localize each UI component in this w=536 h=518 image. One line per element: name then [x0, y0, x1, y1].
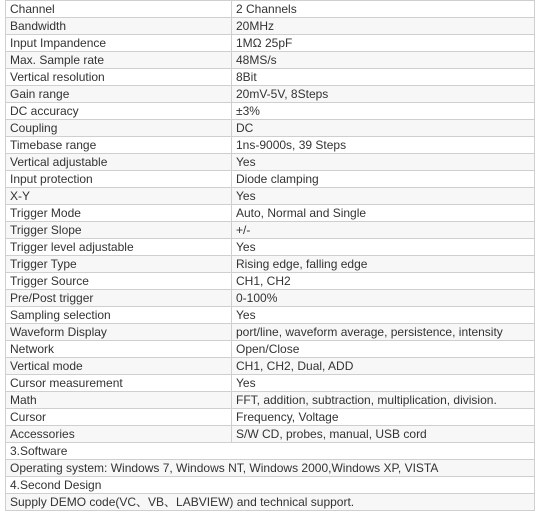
spec-name: Trigger Type — [6, 256, 232, 273]
table-row — [6, 392, 535, 409]
table-row — [6, 290, 535, 307]
spec-value: FFT, addition, subtraction, multiplication, division. — [232, 392, 535, 409]
spec-value: 1MΩ 25pF — [232, 35, 535, 52]
table-row — [6, 409, 535, 426]
design-heading: 4.Second Design — [6, 477, 535, 494]
spec-name: Trigger Slope — [6, 222, 232, 239]
spec-value: S/W CD, probes, manual, USB cord — [232, 426, 535, 443]
spec-value: 1ns-9000s, 39 Steps — [232, 137, 535, 154]
table-row — [6, 18, 535, 35]
spec-name: Coupling — [6, 120, 232, 137]
spec-value: Frequency, Voltage — [232, 409, 535, 426]
spec-name: Trigger Mode — [6, 205, 232, 222]
table-row — [6, 222, 535, 239]
spec-name: Vertical mode — [6, 358, 232, 375]
spec-value: CH1, CH2, Dual, ADD — [232, 358, 535, 375]
spec-name: Network — [6, 341, 232, 358]
spec-value: Open/Close — [232, 341, 535, 358]
spec-name: Pre/Post trigger — [6, 290, 232, 307]
spec-value: 0-100% — [232, 290, 535, 307]
design-row — [6, 494, 535, 511]
spec-value: Diode clamping — [232, 171, 535, 188]
table-row — [6, 239, 535, 256]
design-text: Supply DEMO code(VC、VB、LABVIEW) and technical support. — [6, 494, 535, 511]
table-row — [6, 273, 535, 290]
spec-value: 8Bit — [232, 69, 535, 86]
table-row — [6, 1, 535, 18]
table-row — [6, 86, 535, 103]
spec-name: Input protection — [6, 171, 232, 188]
spec-name: Waveform Display — [6, 324, 232, 341]
software-text: Operating system: Windows 7, Windows NT, Windows 2000,Windows XP, VISTA — [6, 460, 535, 477]
spec-name: Math — [6, 392, 232, 409]
spec-value: Auto, Normal and Single — [232, 205, 535, 222]
spec-name: X-Y — [6, 188, 232, 205]
spec-value: Yes — [232, 239, 535, 256]
spec-name: Trigger Source — [6, 273, 232, 290]
spec-name: Sampling selection — [6, 307, 232, 324]
spec-value: CH1, CH2 — [232, 273, 535, 290]
spec-name: DC accuracy — [6, 103, 232, 120]
spec-table-body — [6, 1, 535, 511]
spec-value: 20mV-5V, 8Steps — [232, 86, 535, 103]
software-row — [6, 460, 535, 477]
spec-value: 20MHz — [232, 18, 535, 35]
spec-name: Cursor measurement — [6, 375, 232, 392]
spec-value: 48MS/s — [232, 52, 535, 69]
spec-name: Trigger level adjustable — [6, 239, 232, 256]
section-heading-design — [6, 477, 535, 494]
spec-value: Yes — [232, 154, 535, 171]
spec-name: Bandwidth — [6, 18, 232, 35]
table-row — [6, 307, 535, 324]
spec-value: 2 Channels — [232, 1, 535, 18]
section-heading-software — [6, 443, 535, 460]
spec-value: Yes — [232, 375, 535, 392]
table-row — [6, 358, 535, 375]
table-row — [6, 256, 535, 273]
table-row — [6, 426, 535, 443]
table-row — [6, 341, 535, 358]
spec-value: Yes — [232, 188, 535, 205]
table-row — [6, 103, 535, 120]
spec-name: Input Impandence — [6, 35, 232, 52]
software-heading: 3.Software — [6, 443, 535, 460]
spec-name: Gain range — [6, 86, 232, 103]
spec-value: ±3% — [232, 103, 535, 120]
table-row — [6, 52, 535, 69]
spec-name: Cursor — [6, 409, 232, 426]
spec-value: Rising edge, falling edge — [232, 256, 535, 273]
spec-name: Timebase range — [6, 137, 232, 154]
spec-value: DC — [232, 120, 535, 137]
table-row — [6, 137, 535, 154]
table-row — [6, 205, 535, 222]
spec-value: +/- — [232, 222, 535, 239]
spec-name: Vertical adjustable — [6, 154, 232, 171]
spec-value: port/line, waveform average, persistence, intensity — [232, 324, 535, 341]
table-row — [6, 69, 535, 86]
spec-table — [5, 0, 535, 511]
table-row — [6, 171, 535, 188]
table-row — [6, 188, 535, 205]
table-row — [6, 35, 535, 52]
table-row — [6, 324, 535, 341]
spec-name: Accessories — [6, 426, 232, 443]
spec-name: Channel — [6, 1, 232, 18]
table-row — [6, 375, 535, 392]
spec-name: Vertical resolution — [6, 69, 232, 86]
table-row — [6, 154, 535, 171]
table-row — [6, 120, 535, 137]
spec-name: Max. Sample rate — [6, 52, 232, 69]
spec-value: Yes — [232, 307, 535, 324]
